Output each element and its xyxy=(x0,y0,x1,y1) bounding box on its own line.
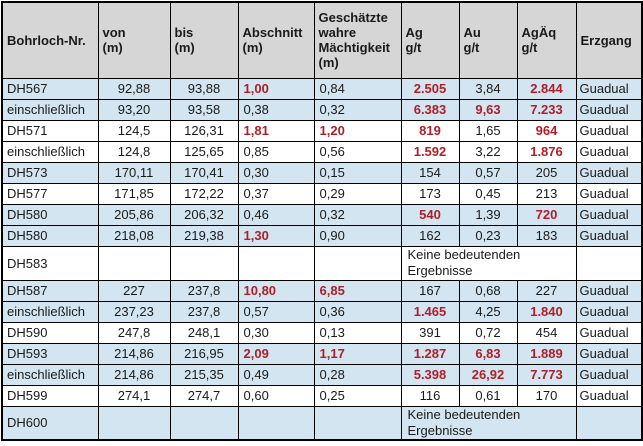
cell-agaeq xyxy=(517,78,576,99)
cell-maechtigkeit xyxy=(314,162,401,183)
value: 454 xyxy=(535,325,558,340)
table-row xyxy=(2,120,642,141)
cell-maechtigkeit xyxy=(314,301,401,322)
highlighted-value: 1,00 xyxy=(243,81,269,96)
value: 171,85 xyxy=(114,186,154,201)
cell-erzgang xyxy=(576,406,642,440)
cell-erzgang: Guadual xyxy=(576,225,642,246)
cell-erzgang: Guadual xyxy=(576,364,642,385)
value: 0,37 xyxy=(243,186,269,201)
cell-bohrloch: DH593 xyxy=(2,343,98,364)
cell-au xyxy=(459,141,517,162)
highlighted-value: 7.773 xyxy=(530,367,563,382)
value: 172,22 xyxy=(184,186,224,201)
cell-ag xyxy=(401,99,459,120)
value: 4,25 xyxy=(475,304,501,319)
value: 227 xyxy=(123,283,145,298)
cell-ag xyxy=(401,141,459,162)
cell-abschnitt xyxy=(238,385,314,406)
value: 227 xyxy=(535,283,558,298)
highlighted-value: 720 xyxy=(535,207,558,222)
value: 0,36 xyxy=(319,304,345,319)
cell-abschnitt xyxy=(238,322,314,343)
cell-agaeq xyxy=(517,162,576,183)
cell-agaeq xyxy=(517,225,576,246)
table-row xyxy=(2,364,642,385)
cell-maechtigkeit xyxy=(314,141,401,162)
table-header xyxy=(2,2,642,78)
cell-ag xyxy=(401,343,459,364)
table-row xyxy=(2,183,642,204)
highlighted-value: 1,30 xyxy=(243,228,269,243)
value: 0,56 xyxy=(319,144,345,159)
cell-abschnitt xyxy=(238,162,314,183)
value: 205,86 xyxy=(114,207,154,222)
table-body xyxy=(2,78,642,440)
value: 154 xyxy=(419,165,441,180)
column-header-au: Au g/t xyxy=(459,2,517,78)
cell-bis xyxy=(170,99,238,120)
cell-au xyxy=(459,120,517,141)
value: 214,86 xyxy=(114,346,154,361)
value: 219,38 xyxy=(184,228,224,243)
cell-empty xyxy=(170,406,238,440)
cell-abschnitt xyxy=(238,225,314,246)
cell-von xyxy=(98,301,170,322)
value: 116 xyxy=(419,388,441,403)
value: 0,32 xyxy=(319,207,345,222)
value: 0,85 xyxy=(243,144,269,159)
value: 215,35 xyxy=(184,367,224,382)
cell-abschnitt xyxy=(238,364,314,385)
highlighted-value: 2.505 xyxy=(413,81,447,96)
highlighted-value: 6,83 xyxy=(475,346,501,361)
cell-au xyxy=(459,322,517,343)
value: 0,60 xyxy=(243,388,269,403)
cell-bis xyxy=(170,120,238,141)
cell-bohrloch: DH571 xyxy=(2,120,98,141)
table-row xyxy=(2,322,642,343)
table-row xyxy=(2,385,642,406)
table-row xyxy=(2,78,642,99)
cell-erzgang: Guadual xyxy=(576,322,642,343)
cell-bohrloch: DH580 xyxy=(2,204,98,225)
cell-bohrloch: DH573 xyxy=(2,162,98,183)
column-header-abschnitt: Abschnitt (m) xyxy=(238,2,314,78)
cell-ag xyxy=(401,385,459,406)
column-header-von: von (m) xyxy=(98,2,170,78)
cell-au xyxy=(459,162,517,183)
cell-bohrloch: einschließlich xyxy=(2,364,98,385)
highlighted-value: 9,63 xyxy=(475,102,501,117)
cell-erzgang: Guadual xyxy=(576,204,642,225)
column-header-bohrloch: Bohrloch-Nr. xyxy=(2,2,98,78)
highlighted-value: 819 xyxy=(419,123,441,138)
cell-erzgang: Guadual xyxy=(576,120,642,141)
cell-agaeq xyxy=(517,364,576,385)
value: 167 xyxy=(419,283,441,298)
cell-bohrloch: DH590 xyxy=(2,322,98,343)
cell-von xyxy=(98,141,170,162)
cell-ag xyxy=(401,183,459,204)
cell-empty xyxy=(98,406,170,440)
cell-bohrloch: DH580 xyxy=(2,225,98,246)
value: 126,31 xyxy=(184,123,224,138)
value: 3,84 xyxy=(475,81,501,96)
cell-bis xyxy=(170,322,238,343)
cell-von xyxy=(98,280,170,301)
cell-von xyxy=(98,364,170,385)
value: 248,1 xyxy=(187,325,221,340)
value: 0,13 xyxy=(319,325,345,340)
cell-maechtigkeit xyxy=(314,280,401,301)
cell-maechtigkeit xyxy=(314,322,401,343)
cell-empty xyxy=(314,406,401,440)
cell-empty xyxy=(98,246,170,280)
value: 0,29 xyxy=(319,186,345,201)
cell-agaeq xyxy=(517,280,576,301)
cell-agaeq xyxy=(517,301,576,322)
value: 1,65 xyxy=(475,123,501,138)
cell-bis xyxy=(170,162,238,183)
cell-empty xyxy=(238,246,314,280)
highlighted-value: 1.465 xyxy=(413,304,447,319)
table-row xyxy=(2,246,642,280)
value: 205 xyxy=(535,165,558,180)
highlighted-value: 7.233 xyxy=(530,102,563,117)
cell-bohrloch: DH567 xyxy=(2,78,98,99)
column-header-maechtigkeit: Geschätzte wahre Mächtigkeit (m) xyxy=(314,2,401,78)
cell-ag xyxy=(401,301,459,322)
cell-bohrloch: DH587 xyxy=(2,280,98,301)
cell-ag xyxy=(401,204,459,225)
cell-agaeq xyxy=(517,120,576,141)
cell-erzgang: Guadual xyxy=(576,141,642,162)
value: 92,88 xyxy=(117,81,151,96)
value: 125,65 xyxy=(184,144,224,159)
cell-bis xyxy=(170,204,238,225)
value: 0,23 xyxy=(475,228,501,243)
highlighted-value: 6.383 xyxy=(413,102,447,117)
value: 162 xyxy=(419,228,441,243)
cell-empty xyxy=(238,406,314,440)
cell-agaeq xyxy=(517,141,576,162)
cell-von xyxy=(98,120,170,141)
value: 124,8 xyxy=(117,144,151,159)
cell-bis xyxy=(170,280,238,301)
cell-bis xyxy=(170,385,238,406)
value: 0,25 xyxy=(319,388,345,403)
cell-ag xyxy=(401,364,459,385)
cell-von xyxy=(98,204,170,225)
highlighted-value: 540 xyxy=(419,207,441,222)
cell-erzgang: Guadual xyxy=(576,99,642,120)
value: 237,8 xyxy=(187,283,221,298)
highlighted-value: 26,92 xyxy=(471,367,505,382)
table-row xyxy=(2,406,642,440)
cell-bohrloch: DH599 xyxy=(2,385,98,406)
cell-au xyxy=(459,280,517,301)
value: 0,57 xyxy=(475,165,501,180)
cell-agaeq xyxy=(517,385,576,406)
cell-au xyxy=(459,99,517,120)
cell-au xyxy=(459,343,517,364)
value: 0,68 xyxy=(475,283,501,298)
cell-ag xyxy=(401,280,459,301)
table-row xyxy=(2,280,642,301)
highlighted-value: 2.844 xyxy=(530,81,563,96)
value: 170 xyxy=(535,388,558,403)
cell-ag xyxy=(401,162,459,183)
value: 274,7 xyxy=(187,388,221,403)
highlighted-value: 1,20 xyxy=(319,123,345,138)
cell-no-results: Keine bedeutenden Ergebnisse xyxy=(401,406,576,440)
cell-maechtigkeit xyxy=(314,120,401,141)
value: 214,86 xyxy=(114,367,154,382)
cell-abschnitt xyxy=(238,99,314,120)
cell-bis xyxy=(170,78,238,99)
cell-maechtigkeit xyxy=(314,343,401,364)
cell-au xyxy=(459,204,517,225)
cell-bohrloch: einschließlich xyxy=(2,99,98,120)
cell-empty xyxy=(314,246,401,280)
cell-abschnitt xyxy=(238,204,314,225)
value: 93,58 xyxy=(187,102,221,117)
value: 391 xyxy=(419,325,441,340)
cell-bis xyxy=(170,301,238,322)
table-row xyxy=(2,301,642,322)
highlighted-value: 964 xyxy=(535,123,558,138)
cell-agaeq xyxy=(517,204,576,225)
cell-erzgang: Guadual xyxy=(576,78,642,99)
cell-bis xyxy=(170,141,238,162)
cell-maechtigkeit xyxy=(314,183,401,204)
cell-bohrloch: einschließlich xyxy=(2,141,98,162)
cell-von xyxy=(98,322,170,343)
value: 0,30 xyxy=(243,325,269,340)
cell-bis xyxy=(170,343,238,364)
value: 0,15 xyxy=(319,165,345,180)
cell-erzgang: Guadual xyxy=(576,162,642,183)
value: 0,90 xyxy=(319,228,345,243)
highlighted-value: 1.287 xyxy=(413,346,447,361)
cell-maechtigkeit xyxy=(314,99,401,120)
drill-results-table xyxy=(1,1,643,441)
highlighted-value: 1.840 xyxy=(530,304,563,319)
value: 0,46 xyxy=(243,207,269,222)
cell-agaeq xyxy=(517,322,576,343)
value: 1,39 xyxy=(475,207,501,222)
value: 0,57 xyxy=(243,304,269,319)
cell-au xyxy=(459,364,517,385)
cell-bis xyxy=(170,183,238,204)
cell-von xyxy=(98,385,170,406)
cell-agaeq xyxy=(517,183,576,204)
cell-von xyxy=(98,99,170,120)
cell-bohrloch: DH600 xyxy=(2,406,98,440)
cell-ag xyxy=(401,322,459,343)
cell-erzgang: Guadual xyxy=(576,385,642,406)
cell-abschnitt xyxy=(238,120,314,141)
value: 0,61 xyxy=(475,388,501,403)
cell-ag xyxy=(401,225,459,246)
table-row xyxy=(2,162,642,183)
cell-abschnitt xyxy=(238,280,314,301)
highlighted-value: 1.592 xyxy=(413,144,447,159)
cell-ag xyxy=(401,78,459,99)
cell-agaeq xyxy=(517,99,576,120)
cell-bohrloch: DH583 xyxy=(2,246,98,280)
cell-au xyxy=(459,78,517,99)
value: 170,11 xyxy=(114,165,154,180)
value: 93,88 xyxy=(187,81,221,96)
value: 218,08 xyxy=(114,228,154,243)
cell-von xyxy=(98,343,170,364)
cell-abschnitt xyxy=(238,141,314,162)
value: 213 xyxy=(535,186,558,201)
cell-erzgang: Guadual xyxy=(576,183,642,204)
cell-bohrloch: einschließlich xyxy=(2,301,98,322)
cell-abschnitt xyxy=(238,78,314,99)
cell-maechtigkeit xyxy=(314,78,401,99)
highlighted-value: 1,17 xyxy=(319,346,345,361)
cell-au xyxy=(459,385,517,406)
value: 0,49 xyxy=(243,367,269,382)
table-row xyxy=(2,99,642,120)
cell-maechtigkeit xyxy=(314,225,401,246)
value: 0,45 xyxy=(475,186,501,201)
cell-ag xyxy=(401,120,459,141)
value: 0,32 xyxy=(319,102,345,117)
cell-abschnitt xyxy=(238,301,314,322)
cell-agaeq xyxy=(517,343,576,364)
column-header-bis: bis (m) xyxy=(170,2,238,78)
value: 0,28 xyxy=(319,367,345,382)
header-row xyxy=(2,2,642,78)
cell-von xyxy=(98,183,170,204)
table-row xyxy=(2,204,642,225)
value: 247,8 xyxy=(117,325,151,340)
column-header-agaeq: AgÄq g/t xyxy=(517,2,576,78)
value: 3,22 xyxy=(475,144,501,159)
cell-au xyxy=(459,301,517,322)
cell-empty xyxy=(170,246,238,280)
cell-erzgang xyxy=(576,246,642,280)
value: 0,84 xyxy=(319,81,345,96)
cell-abschnitt xyxy=(238,343,314,364)
column-header-erzgang: Erzgang xyxy=(576,2,642,78)
value: 170,41 xyxy=(184,165,224,180)
highlighted-value: 1,81 xyxy=(243,123,269,138)
table-row xyxy=(2,141,642,162)
highlighted-value: 1.876 xyxy=(530,144,563,159)
value: 173 xyxy=(419,186,441,201)
highlighted-value: 6,85 xyxy=(319,283,345,298)
column-header-ag: Ag g/t xyxy=(401,2,459,78)
cell-erzgang: Guadual xyxy=(576,343,642,364)
cell-erzgang: Guadual xyxy=(576,301,642,322)
value: 237,23 xyxy=(114,304,154,319)
value: 206,32 xyxy=(184,207,224,222)
value: 216,95 xyxy=(184,346,224,361)
value: 0,38 xyxy=(243,102,269,117)
table-row xyxy=(2,343,642,364)
cell-bis xyxy=(170,225,238,246)
value: 93,20 xyxy=(117,102,151,117)
highlighted-value: 2,09 xyxy=(243,346,269,361)
value: 0,30 xyxy=(243,165,269,180)
value: 0,72 xyxy=(475,325,501,340)
highlighted-value: 10,80 xyxy=(243,283,277,298)
value: 274,1 xyxy=(117,388,151,403)
cell-erzgang: Guadual xyxy=(576,280,642,301)
cell-maechtigkeit xyxy=(314,204,401,225)
cell-maechtigkeit xyxy=(314,385,401,406)
highlighted-value: 1.889 xyxy=(530,346,563,361)
cell-no-results: Keine bedeutenden Ergebnisse xyxy=(401,246,576,280)
cell-bohrloch: DH577 xyxy=(2,183,98,204)
cell-au xyxy=(459,183,517,204)
cell-abschnitt xyxy=(238,183,314,204)
cell-au xyxy=(459,225,517,246)
highlighted-value: 5.398 xyxy=(413,367,447,382)
value: 237,8 xyxy=(187,304,221,319)
value: 183 xyxy=(535,228,558,243)
cell-bis xyxy=(170,364,238,385)
cell-von xyxy=(98,78,170,99)
table-row xyxy=(2,225,642,246)
cell-von xyxy=(98,225,170,246)
cell-von xyxy=(98,162,170,183)
cell-maechtigkeit xyxy=(314,364,401,385)
value: 124,5 xyxy=(117,123,151,138)
